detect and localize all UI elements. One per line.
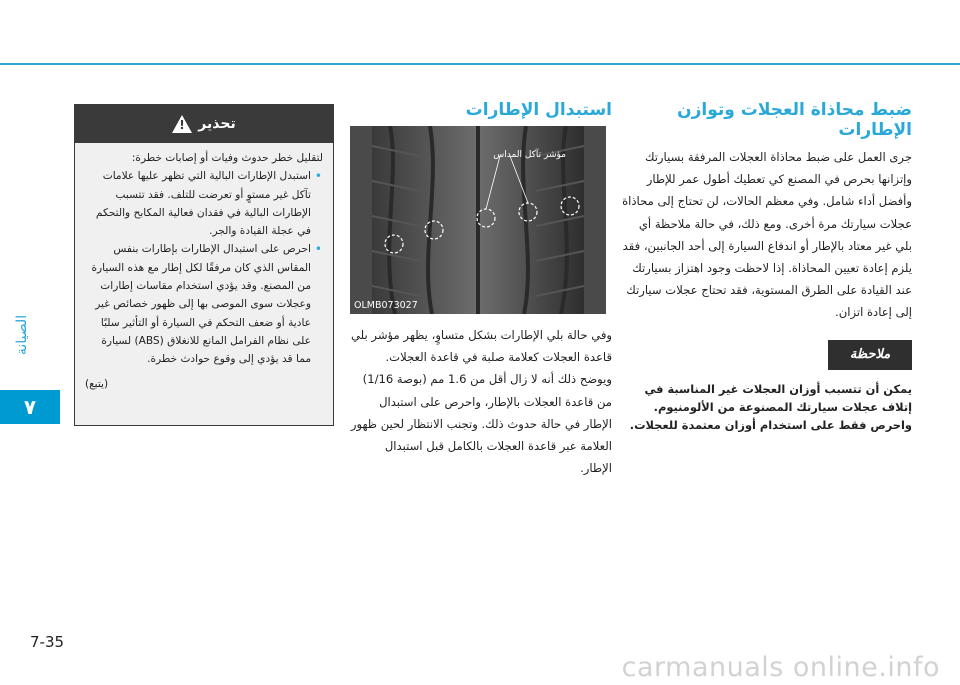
warning-list [85, 167, 323, 368]
tire-tread-illustration [350, 126, 606, 314]
alignment-section [620, 100, 912, 434]
warning-box [74, 104, 334, 426]
alignment-title: ضبط محاذاة العجلات وتوازن الإطارات [677, 100, 912, 140]
section-side-label: الصيانة [14, 314, 30, 356]
warning-title: تحذير [198, 116, 236, 132]
warning-item-tire-size: • احرص على استبدال الإطارات بإطارات بنفس المقاس الذي كان مرفقًا لكل إطار مع هذه السيارة من المصنع. وقد يؤدي استخدام مقاسات إطارات وعجلات سوى الموصى بها إلى ظهور خصائص غير عادية أو ضعف التحكم في السيارة أو التأثير سلبًا على نظام الفرامل المانع للانغلاق (ABS) لسيارة مما قد يؤدي إلى وقوع حوادث خطرة. [85, 240, 311, 368]
warning-header [75, 105, 333, 143]
warning-triangle-icon [172, 115, 192, 133]
chapter-tab[interactable]: ٧ [0, 390, 60, 424]
tire-replacement-body: وفي حالة بلي الإطارات بشكل متساوٍ، يظهر مؤشر بلي قاعدة العجلات كعلامة صلبة في قاعدة العجلات. ويوضح ذلك أنه لا زال أقل من 1.6 مم (بوصة 1/16) من قاعدة العجلات بالإطار، واحرص على استبدال الإطار في حالة حدوث ذلك. وتجنب الانتظار لحين ظهور العلامة عبر قاعدة العجلات بالكامل قبل استبدال الإطار. [350, 328, 612, 476]
image-code: OLMB073027 [354, 300, 418, 311]
warning-item-worn-tires: • استبدل الإطارات البالية التي تظهر عليها علامات تآكل غير مستوٍ أو تعرضت للتلف. فقد تتسبب الإطارات البالية في فقدان فعالية المكابح والتحكم في عجلة القيادة والجر. [85, 167, 311, 240]
note-label: ملاحظة [828, 340, 912, 370]
tire-replacement-title: استبدال الإطارات [465, 100, 612, 120]
watermark: carmanuals online.info [621, 652, 940, 683]
tire-image [350, 126, 606, 314]
alignment-body: جرى العمل على ضبط محاذاة العجلات المرفقة بسيارتك وإتزانها بحرص في المصنع كي تعطيك أطول عمر للإطار وأفضل أداء شامل. وفي معظم الحالات، لن تحتاج إلى محاذاة عجلات سيارتك مرة أخرى. ومع ذلك، في حالة ملاحظة أي بلي غير معتاد بالإطار أو اندفاع السيارة إلى أحد الجانبين، فقد يلزم إعادة تعيين المحاذاة. إذا لاحظت وجود اهتزاز بسيارتك عند القيادة على الطرق المستوية، فقد تحتاج عجلات سيارتك إلى إعادة اتزان. [622, 150, 912, 320]
warning-body [75, 143, 333, 393]
note-body: يمكن أن تتسبب أوزان العجلات غير المناسبة في إتلاف عجلات سيارتك المصنوعة من الألومنيوم. واحرص فقط على استخدام أوزان معتمدة للعجلات. [629, 381, 912, 432]
warning-intro: لتقليل خطر حدوث وفيات أو إصابات خطرة: [131, 152, 323, 164]
continued-label: (يتبع) [85, 377, 109, 390]
page-number: 7-35 [30, 633, 65, 651]
tread-indicator-callout: مؤشر تآكل المداس [493, 150, 566, 160]
tire-replacement-section [350, 100, 612, 479]
top-rule [0, 63, 960, 65]
